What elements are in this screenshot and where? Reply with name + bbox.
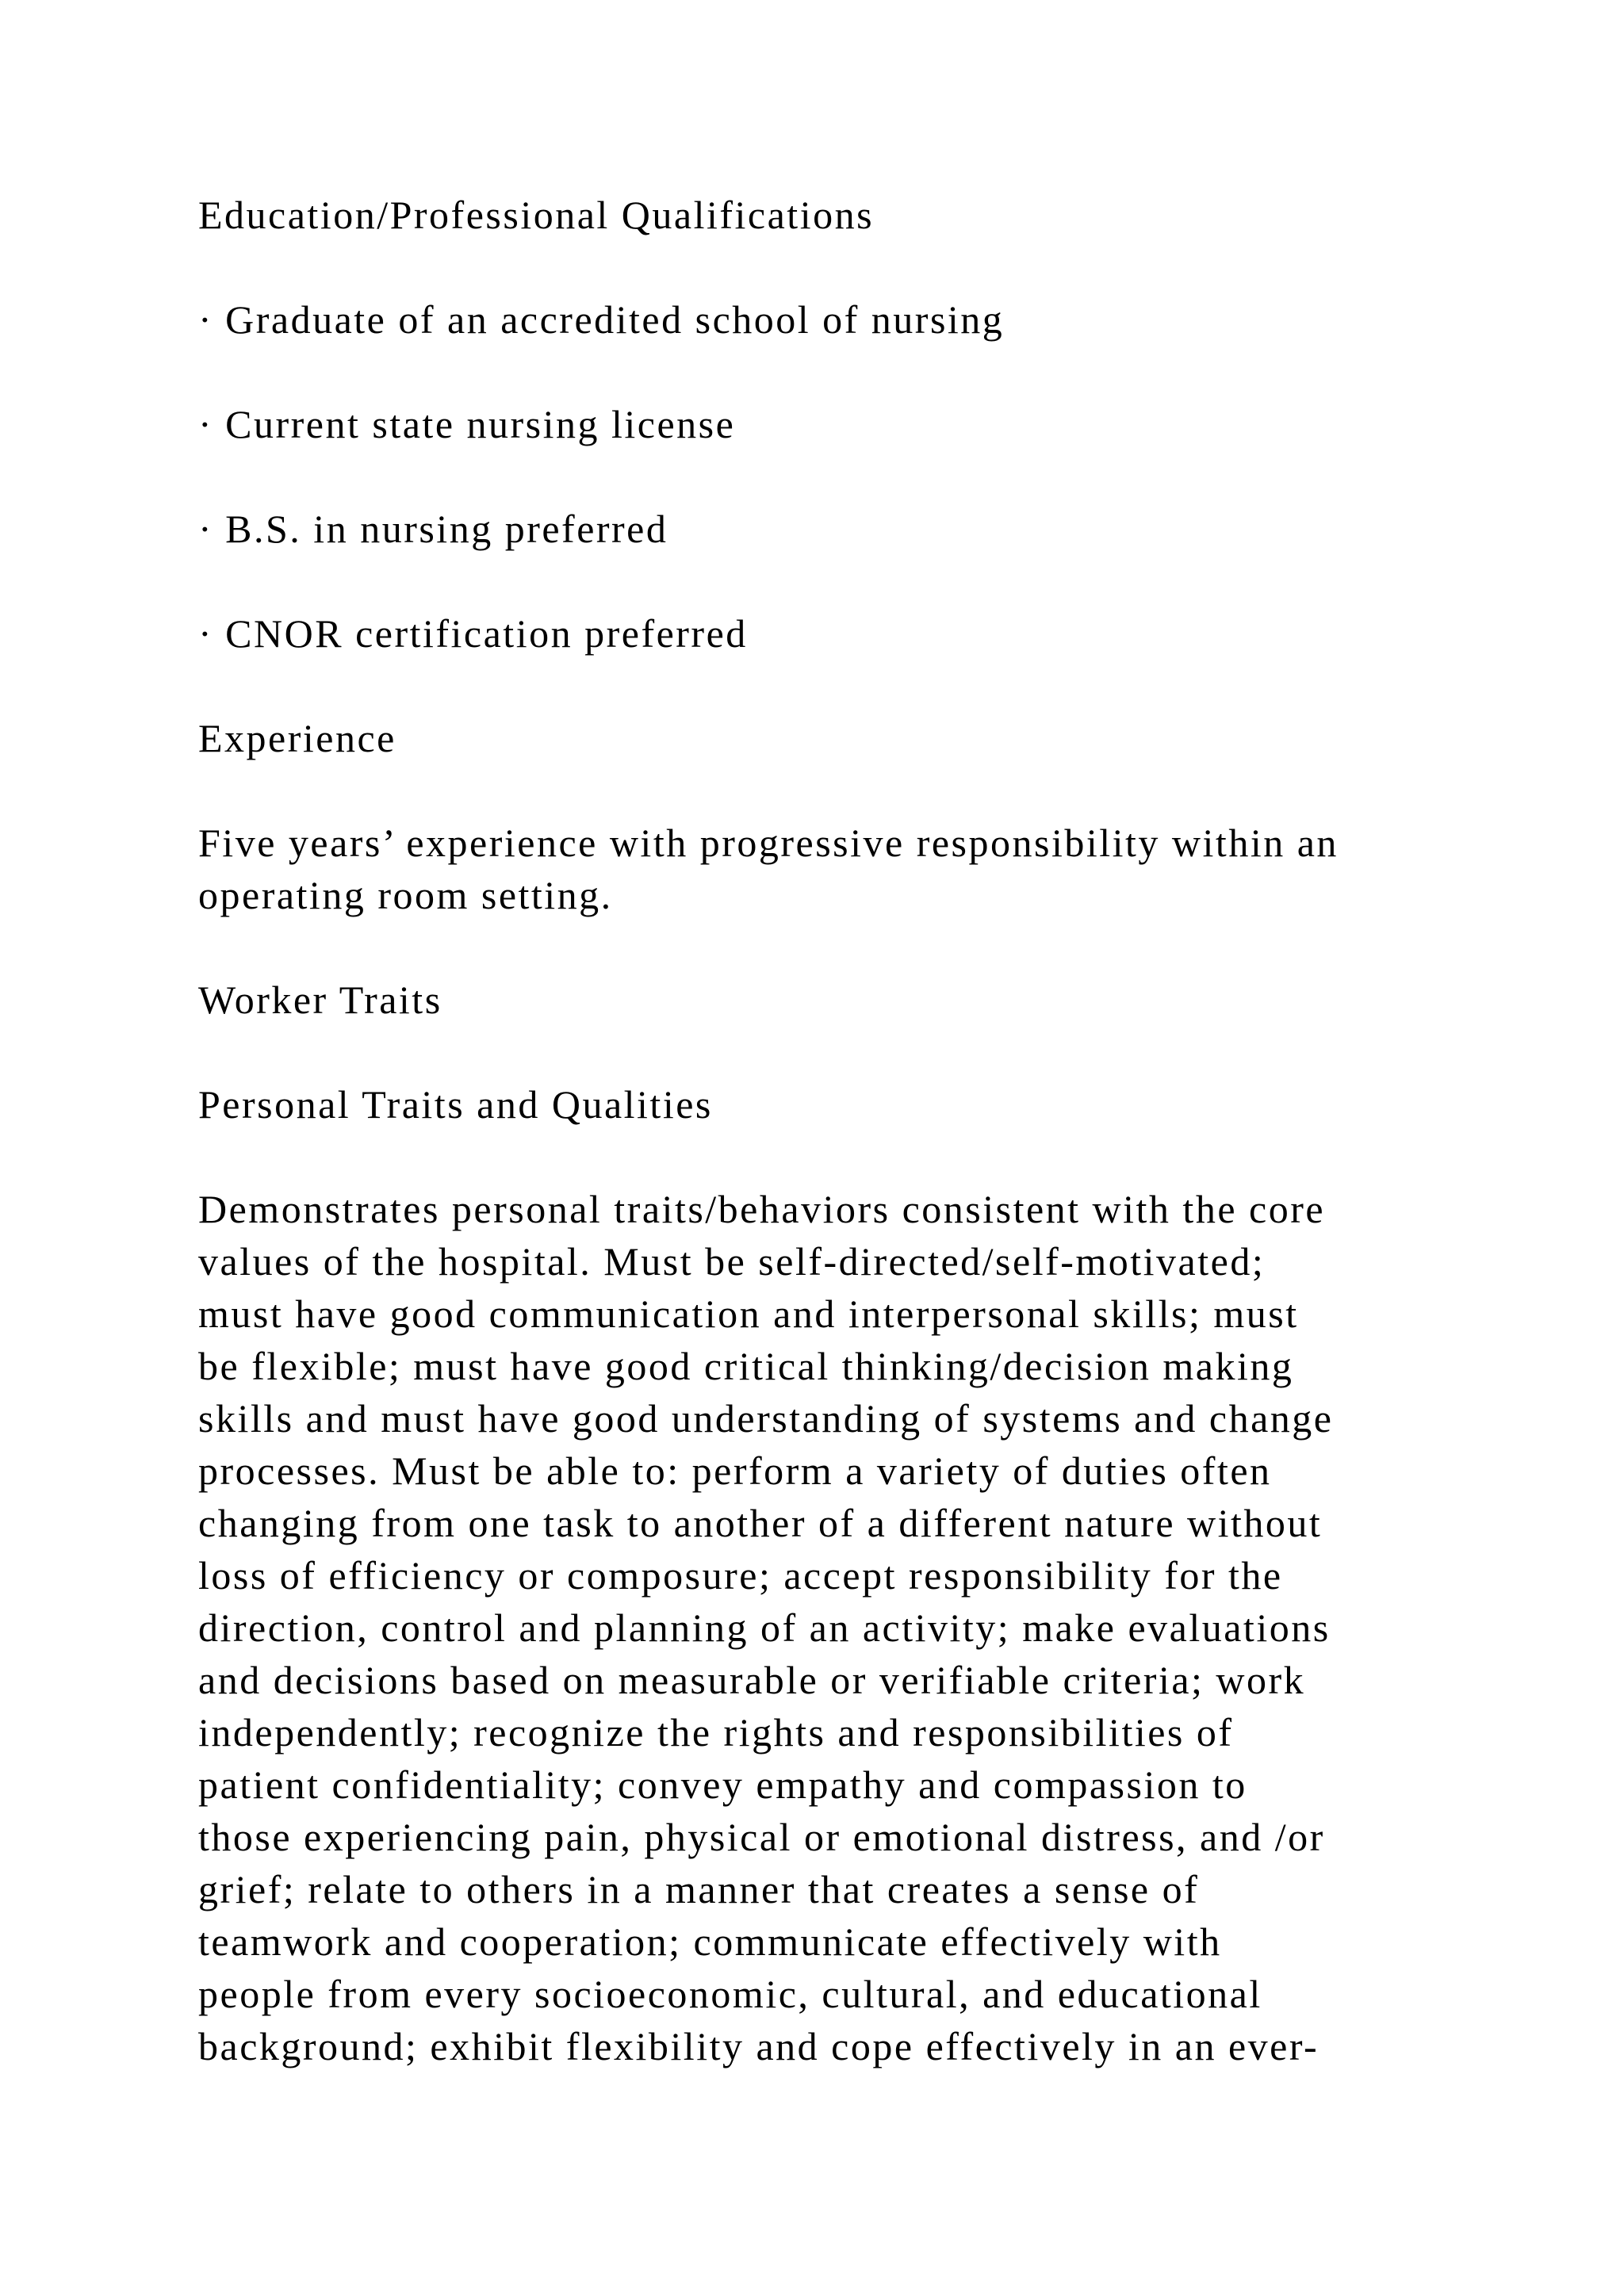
text-line: those experiencing pain, physical or emotional distress, and /or bbox=[198, 1815, 1325, 1859]
text-line: patient confidentiality; convey empathy and compassion to bbox=[198, 1762, 1247, 1807]
text-line: direction, control and planning of an activity; make evaluations bbox=[198, 1605, 1331, 1650]
text-line: background; exhibit flexibility and cope effectively in an ever- bbox=[198, 2024, 1320, 2068]
bullet-item: · Current state nursing license bbox=[198, 402, 736, 446]
text-line: operating room setting. bbox=[198, 873, 613, 917]
bullet-item: · CNOR certification preferred bbox=[198, 611, 748, 656]
text-line: loss of efficiency or composure; accept responsibility for the bbox=[198, 1553, 1283, 1598]
text-line: Five years’ experience with progressive responsibility within an bbox=[198, 821, 1339, 865]
bullet-item: · B.S. in nursing preferred bbox=[198, 507, 668, 551]
text-line: independently; recognize the rights and responsibilities of bbox=[198, 1710, 1234, 1755]
text-line: must have good communication and interpersonal skills; must bbox=[198, 1292, 1299, 1336]
text-line: grief; relate to others in a manner that creates a sense of bbox=[198, 1867, 1200, 1911]
text-line: and decisions based on measurable or verifiable criteria; work bbox=[198, 1658, 1306, 1702]
text-line: people from every socioeconomic, cultural, and educational bbox=[198, 1972, 1262, 2016]
text-line: Demonstrates personal traits/behaviors consistent with the core bbox=[198, 1187, 1326, 1231]
document-body bbox=[198, 189, 1451, 2125]
experience-paragraph bbox=[198, 817, 1451, 921]
heading-personal-traits: Personal Traits and Qualities bbox=[198, 1082, 713, 1127]
text-line: processes. Must be able to: perform a variety of duties often bbox=[198, 1448, 1272, 1493]
text-line: teamwork and cooperation; communicate effectively with bbox=[198, 1919, 1222, 1964]
personal-traits-paragraph bbox=[198, 1183, 1451, 2072]
text-line: skills and must have good understanding of systems and change bbox=[198, 1396, 1334, 1441]
text-line: be flexible; must have good critical thinking/decision making bbox=[198, 1344, 1294, 1388]
text-line: changing from one task to another of a different nature without bbox=[198, 1501, 1323, 1545]
heading-education-qualifications: Education/Professional Qualifications bbox=[198, 193, 875, 237]
heading-worker-traits: Worker Traits bbox=[198, 978, 442, 1022]
heading-experience: Experience bbox=[198, 716, 396, 760]
bullet-item: · Graduate of an accredited school of nursing bbox=[198, 297, 1005, 342]
text-line: values of the hospital. Must be self-directed/self-motivated; bbox=[198, 1239, 1266, 1284]
